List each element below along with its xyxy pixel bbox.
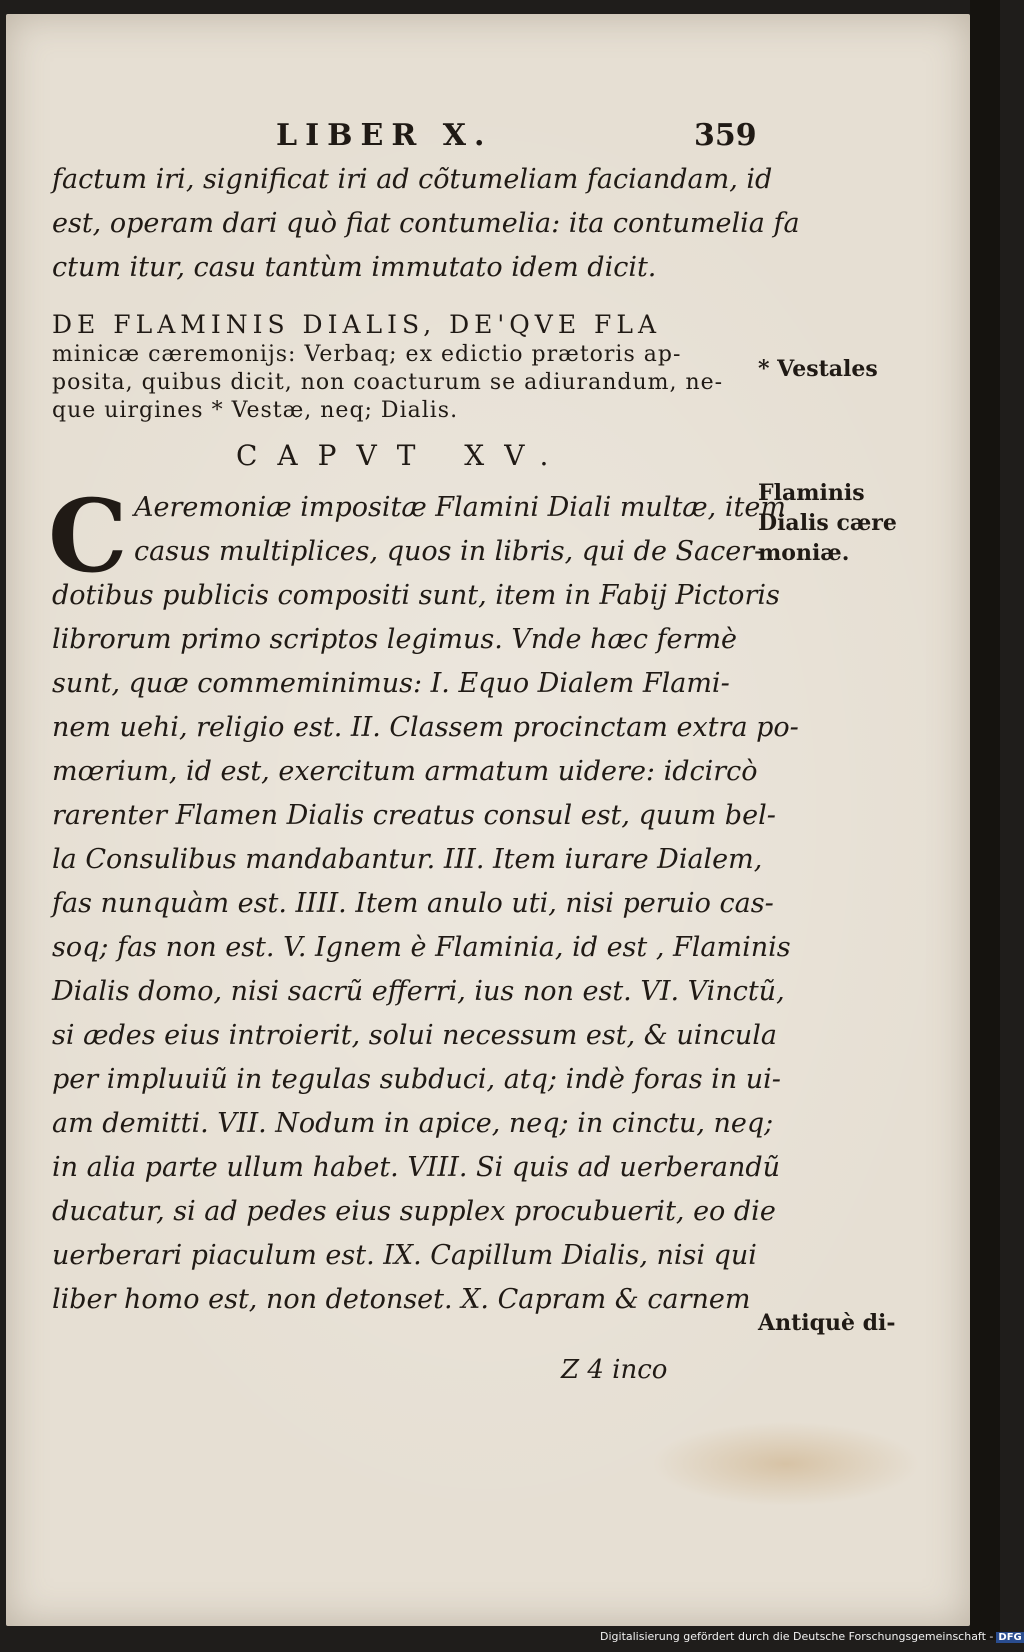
chapter-heading-line-4: que uirgines * Vestæ, neq; Dialis. <box>52 398 459 423</box>
body-line-19: liber homo est, non detonset. X. Capram & carnem <box>52 1284 751 1315</box>
opening-line-1: factum iri, significat iri ad cõtumeliam faciandam, id <box>52 164 773 195</box>
running-head: LIBER X. <box>276 118 493 153</box>
body-line-10: fas nunquàm est. IIII. Item anulo uti, nisi peruio cas- <box>52 888 774 919</box>
body-line-12: Dialis domo, nisi sacrũ efferri, ius non est. VI. Vinctũ, <box>52 976 785 1007</box>
margin-note-flaminis-3: moniæ. <box>758 540 850 566</box>
margin-note-antique: Antiquè di- <box>758 1310 896 1336</box>
page-number: 359 <box>694 118 757 153</box>
body-line-6: nem uehi, religio est. II. Classem procinctam extra po- <box>52 712 799 743</box>
opening-line-3: ctum itur, casu tantùm immutato idem dicit. <box>52 252 657 283</box>
margin-note-flaminis-2: Dialis cære <box>758 510 897 536</box>
chapter-heading-line-3: posita, quibus dicit, non coacturum se adiurandum, ne- <box>52 370 724 395</box>
body-line-18: uerberari piaculum est. IX. Capillum Dialis, nisi qui <box>52 1240 757 1271</box>
margin-note-vestales: * Vestales <box>758 356 878 382</box>
body-line-1: Aeremoniæ impositæ Flamini Diali multæ, item <box>134 492 786 523</box>
digitization-credit <box>600 1630 1024 1643</box>
body-line-3: dotibus publicis compositi sunt, item in Fabij Pictoris <box>52 580 780 611</box>
body-line-13: si ædes eius introierit, solui necessum est, & uincula <box>52 1020 778 1051</box>
body-line-14: per impluuiũ in tegulas subduci, atq; indè foras in ui- <box>52 1064 781 1095</box>
body-line-16: in alia parte ullum habet. VIII. Si quis ad uerberandũ <box>52 1152 781 1183</box>
body-line-7: mœrium, id est, exercitum armatum uidere: idcircò <box>52 756 758 787</box>
body-line-5: sunt, quæ commeminimus: I. Equo Dialem Flami- <box>52 668 730 699</box>
chapter-title: CAPVT XV. <box>236 439 569 472</box>
credit-text: Digitalisierung gefördert durch die Deutsche Forschungsgemeinschaft - <box>600 1630 994 1643</box>
dfg-logo: DFG <box>998 1632 1022 1643</box>
body-line-2: casus multiplices, quos in libris, qui de Sacer- <box>134 536 764 567</box>
body-line-17: ducatur, si ad pedes eius supplex procubuerit, eo die <box>52 1196 776 1227</box>
body-line-15: am demitti. VII. Nodum in apice, neq; in cinctu, neq; <box>52 1108 774 1139</box>
chapter-heading-line-1: DE FLAMINIS DIALIS, DE'QVE FLA <box>52 310 662 339</box>
body-line-9: la Consulibus mandabantur. III. Item iurare Dialem, <box>52 844 763 875</box>
signature-catchword: Z 4 inco <box>561 1355 668 1385</box>
drop-cap: C <box>48 477 128 595</box>
scan-dark-edge <box>970 0 1000 1640</box>
body-line-11: soq; fas non est. V. Ignem è Flaminia, id est , Flaminis <box>52 932 791 963</box>
body-line-4: librorum primo scriptos legimus. Vnde hæc fermè <box>52 624 738 655</box>
book-page <box>6 14 970 1626</box>
opening-line-2: est, operam dari quò fiat contumelia: ita contumelia fa <box>52 208 800 239</box>
chapter-heading-line-2: minicæ cæremonijs: Verbaq; ex edictio prætoris ap- <box>52 342 682 367</box>
margin-note-flaminis-1: Flaminis <box>758 480 865 506</box>
body-line-8: rarenter Flamen Dialis creatus consul est, quum bel- <box>52 800 776 831</box>
